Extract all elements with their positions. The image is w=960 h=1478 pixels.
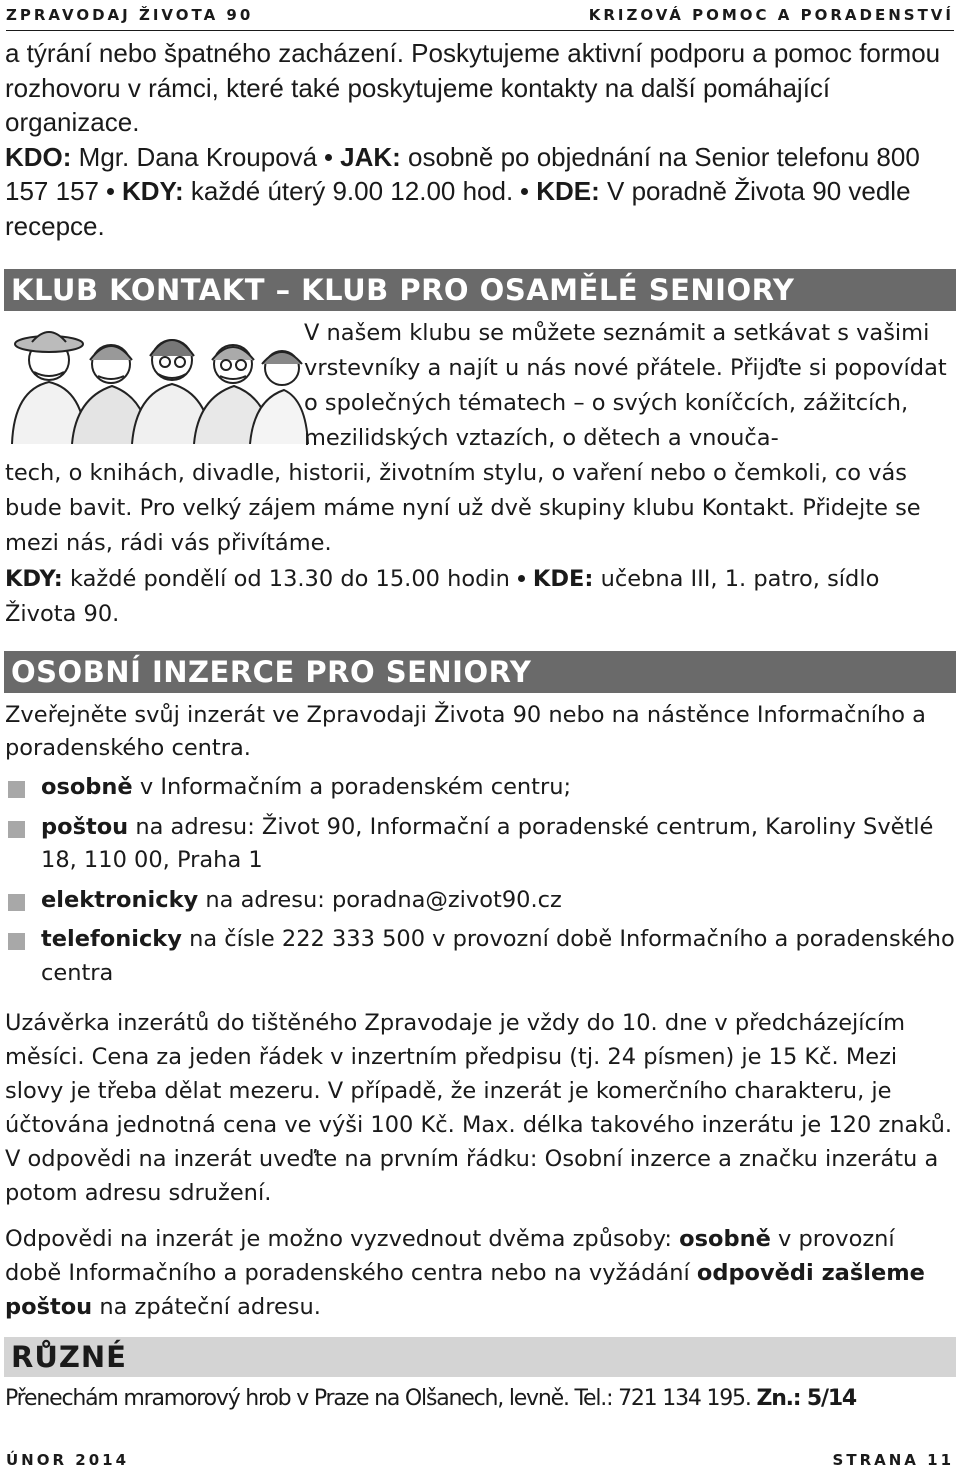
- klub-kdy-value: každé pondělí od 13.30 do 15.00 hodin: [69, 566, 510, 592]
- inzerce-lead: Zveřejněte svůj inzerát ve Zpravodaji Života 90 nebo na nástěnce Informačního a poradenského centra.: [5, 702, 926, 761]
- ruzne-ad: [5, 1382, 956, 1416]
- list-item: [5, 811, 956, 878]
- footer-issue: ÚNOR 2014: [6, 1451, 130, 1469]
- method-label: elektronicky: [41, 886, 199, 913]
- klub-text-intro: V našem klubu se můžete seznámit a setkávat s vašimi vrstevníky a najít u nás nové přátele. Přijďte si popovídat o společných tématech – o svých koníčcích, zážitcích, mezilidských vztazích, o dětech a vnouča-: [304, 320, 947, 451]
- square-bullet-icon: [8, 821, 25, 838]
- klub-heading: KLUB KONTAKT – KLUB PRO OSAMĚLÉ SENIORY: [4, 269, 956, 311]
- intro-text: a týrání nebo špatného zacházení. Poskytujeme aktivní podporu a pomoc formou rozhovoru v rámci, které také poskytujeme kontakty na další pomáhající organizace.: [5, 38, 941, 137]
- method-text: na adresu: poradna@zivot90.cz: [198, 886, 562, 913]
- submission-methods-list: [5, 771, 956, 996]
- jak-value: osobně po objednání na Senior telefonu 800 157 157: [5, 141, 920, 206]
- method-label: telefonicky: [41, 926, 182, 952]
- bullet-dot-icon: [107, 188, 114, 195]
- kdo-label: KDO:: [5, 141, 72, 172]
- bullet-dot-icon: [325, 154, 332, 161]
- ruzne-heading: RŮZNÉ: [4, 1337, 956, 1377]
- bullet-dot-icon: [521, 188, 528, 195]
- square-bullet-icon: [8, 933, 25, 950]
- ad-text: Přenechám mramorový hrob v Praze na Olšanech, levně. Tel.: 721 134 195.: [5, 1386, 757, 1411]
- kde-value: V poradně Života 90 vedle recepce.: [5, 176, 911, 241]
- header-section: KRIZOVÁ POMOC A PORADENSTVÍ: [588, 6, 954, 24]
- method-label: poštou: [41, 813, 129, 840]
- ad-code-label: Zn.:: [756, 1386, 801, 1411]
- klub-text-continued: tech, o knihách, divadle, historii, životním stylu, o vaření nebo o čemkoli, co vás bude bavit. Pro velký zájem máme nyní už dvě skupiny klubu Kontakt. Přidejte se mezi nás, rádi vás přivítáme.: [5, 460, 921, 556]
- square-bullet-icon: [8, 781, 25, 798]
- method-text: na adresu: Život 90, Informační a poradenské centrum, Karoliny Světlé 18, 110 00, Praha 1: [41, 813, 934, 873]
- list-item: [5, 923, 956, 990]
- ad-code-value: 5/14: [800, 1386, 857, 1411]
- running-footer: [6, 1448, 954, 1472]
- list-item: [5, 884, 956, 918]
- inzerce-pickup: [5, 1222, 956, 1324]
- pickup-text: v provozní době Informačního a poradenského centra nebo na vyžádání: [5, 1226, 895, 1286]
- pickup-bold: osobně: [679, 1226, 771, 1252]
- kdy-label: KDY:: [121, 176, 184, 206]
- method-text: na čísle 222 333 500 v provozní době Informačního a poradenského centra: [41, 926, 955, 986]
- klub-kde-value: učebna III, 1. patro, sídlo Života 90.: [5, 566, 880, 627]
- footer-page-number: STRANA 11: [832, 1451, 954, 1469]
- kdy-value: každé úterý 9.00 12.00 hod.: [190, 176, 514, 206]
- pickup-bold: odpovědi zašleme poštou: [5, 1260, 925, 1320]
- klub-kdy-label: KDY:: [5, 566, 63, 592]
- kdo-value: Mgr. Dana Kroupová: [78, 141, 318, 172]
- square-bullet-icon: [8, 894, 25, 911]
- running-header: [6, 0, 954, 31]
- kde-label: KDE:: [536, 176, 600, 206]
- method-text: v Informačním a poradenském centru;: [132, 774, 572, 800]
- pickup-text: na zpáteční adresu.: [92, 1294, 321, 1320]
- pickup-text: Odpovědi na inzerát je možno vyzvednout dvěma způsoby:: [5, 1226, 680, 1252]
- seniors-illustration: [4, 320, 309, 444]
- list-item: [5, 771, 956, 805]
- method-label: osobně: [41, 774, 133, 800]
- klub-schedule: [5, 562, 956, 632]
- klub-kde-label: KDE:: [532, 566, 594, 592]
- bullet-dot-icon: [518, 575, 525, 582]
- header-publication: ZPRAVODAJ ŽIVOTA 90: [6, 6, 254, 24]
- inzerce-heading: OSOBNÍ INZERCE PRO SENIORY: [4, 651, 956, 693]
- intro-section: [5, 36, 956, 243]
- jak-label: JAK:: [340, 141, 401, 172]
- inzerce-pricing: Uzávěrka inzerátů do tištěného Zpravodaje je vždy do 10. dne v předcházejícím měsíci. Cena za jeden řádek v inzertním předpisu (tj. 24 písmen) je 15 Kč. Mezi slovy je třeba dělat mezeru. V případě, že inzerát je komerčního charakteru, je účtována jednotná cena ve výši 100 Kč. Max. délka takového inzerátu je 120 znaků. V odpovědi na inzerát uveďte na prvním řádku: Osobní inzerce a značku inzerátu a potom adresu sdružení.: [5, 1010, 953, 1206]
- intro-contacts: [5, 140, 956, 244]
